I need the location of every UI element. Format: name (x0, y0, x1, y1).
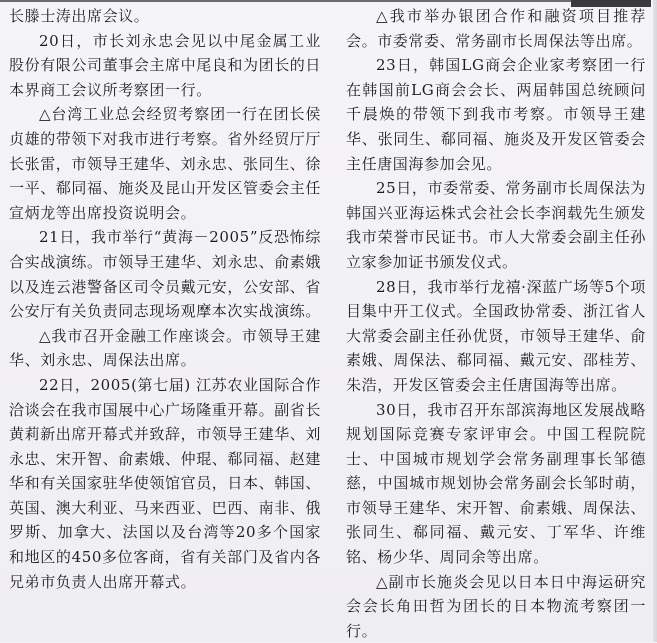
left-column (9, 4, 321, 594)
page-edge (653, 0, 657, 642)
paragraph-taiwan-delegation: △台湾工业总会经贸考察团一行在团长侯贞雄的带领下对我市进行考察。省外经贸厅厅长张雷，市领导王建华、刘永忠、张同生、徐一平、郗同福、施炎及昆山开发区管委会主任宣炳龙等出席投资说明会。 (9, 105, 322, 222)
paragraph-continuation: 长滕士涛出席会议。 (9, 7, 150, 25)
paragraph-21st-drill: 21日，我市举行“黄海－2005”反恐怖综合实战演练。市领导王建华、刘永忠、俞素娥以及连云港警备区司令员戴元安，公安部、省公安厅有关负责同志现场观摩本次实战演练。 (9, 228, 322, 321)
paragraph-logistics-delegation: △副市长施炎会见以日本日中海运研究会会长角田哲为团长的日本物流考察团一行。 (346, 572, 646, 640)
paragraph-30th-planning-review: 30日，我市召开东部滨海地区发展战略规划国际竞赛专家评审会。中国工程院院士、中国城市规划学会常务副理事长邹德慈，中国城市规划协会常务副会长邹时萌，市领导王建华、宋开智、俞素娥、周保法、张同生、郗同福、戴元安、丁军华、许维铭、杨少华、周同余等出席。 (346, 400, 646, 567)
paragraph-finance-forum: △我市召开金融工作座谈会。市领导王建华、刘永忠、周保法出席。 (9, 326, 321, 370)
paragraph-20th-mayor-meeting: 20日，市长刘永忠会见以中尾金属工业股份有限公司董事会主席中尾良和为团长的日本界商工会议所考察团一行。 (9, 31, 322, 99)
header-rule (0, 0, 590, 2)
paragraph-23rd-lg-delegation: 23日，韩国LG商会企业家考察团一行在韩国前LG商会会长、两届韩国总统顾问千晨焕的带领下到我市考察。市领导王建华、张同生、郗同福、施炎及开发区管委会主任唐国海参加会见。 (346, 56, 646, 173)
paragraph-28th-groundbreaking: 28日，我市举行龙禧·深蓝广场等5个项目集中开工仪式。全国政协常委、浙江省人大常委会副主任孙优贤，市领导王建华、俞素娥、周保法、郗同福、戴元安、邵桂芳、朱浩，开发区管委会主任唐国海等出席。 (346, 277, 646, 394)
paragraph-22nd-agri-fair: 22日，2005(第七届) 江苏农业国际合作洽谈会在我市国展中心广场隆重开幕。副省长黄莉新出席开幕式并致辞，市领导王建华、刘永忠、宋开智、俞素娥、仲琨、郗同福、赵建华和有关国家驻华使领馆官员，日本、韩国、英国、澳大利亚、马来西亚、巴西、南非、俄罗斯、加拿大、法国以及台湾等20多个国家和地区的450多位客商，省有关部门及省内各兄弟市负责人出席开幕式。 (9, 375, 322, 591)
paragraph-syndicated-loan: △我市举办银团合作和融资项目推荐会。市委常委、常务副市长周保法等出席。 (346, 7, 646, 50)
paragraph-25th-honorary-citizen: 25日，市委常委、常务副市长周保法为韩国兴亚海运株式会社会长李润载先生颁发我市荣誉市民证书。市人大常委会副主任孙立家参加证书颁发仪式。 (346, 179, 646, 271)
right-column (346, 4, 646, 643)
